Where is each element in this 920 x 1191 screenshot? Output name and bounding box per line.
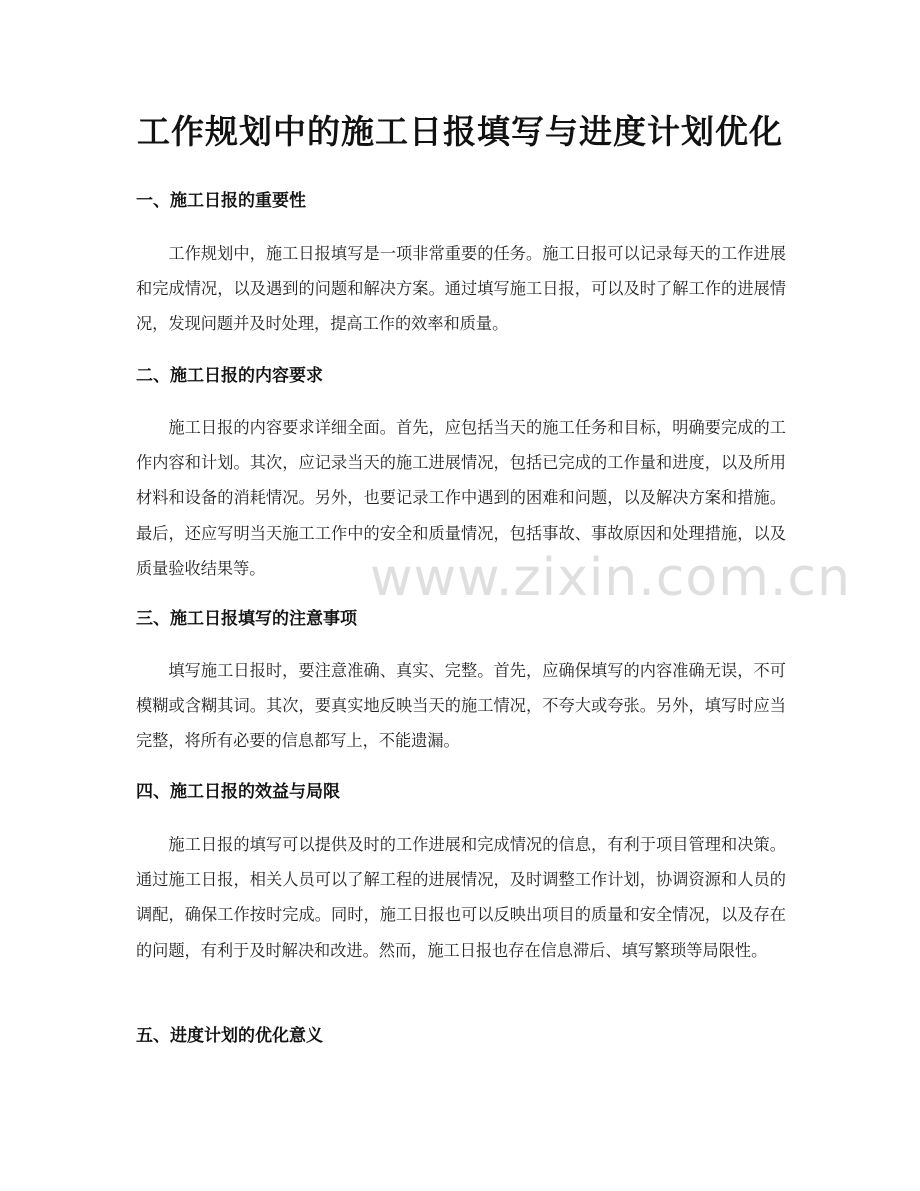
section-heading-5: 五、进度计划的优化意义: [136, 1026, 323, 1046]
section-paragraph-4: 施工日报的填写可以提供及时的工作进展和完成情况的信息，有利于项目管理和决策。通过施工日报，相关人员可以了解工程的进展情况，及时调整工作计划，协调资源和人员的调配，确保工作按时完成。同时，施工日报也可以反映出项目的质量和安全情况，以及存在的问题，有利于及时解决和改进。然而，施工日报也存在信息滞后、填写繁琐等局限性。: [136, 835, 786, 960]
section-heading-1: 一、施工日报的重要性: [136, 191, 306, 211]
section-paragraph-3: 填写施工日报时，要注意准确、真实、完整。首先，应确保填写的内容准确无误，不可模糊或含糊其词。其次，要真实地反映当天的施工情况，不夸大或夸张。另外，填写时应当完整，将所有必要的信息都写上，不能遗漏。: [136, 661, 786, 751]
document-title: 工作规划中的施工日报填写与进度计划优化: [137, 112, 783, 151]
section-heading-4: 四、施工日报的效益与局限: [136, 782, 340, 802]
section-paragraph-2: 施工日报的内容要求详细全面。首先，应包括当天的施工任务和目标，明确要完成的工作内容和计划。其次，应记录当天的施工进展情况，包括已完成的工作量和进度，以及所用材料和设备的消耗情况。另外，也要记录工作中遇到的困难和问题，以及解决方案和措施。最后，还应写明当天施工工作中的安全和质量情况，包括事故、事故原因和处理措施，以及质量验收结果等。: [136, 418, 786, 578]
section-heading-3: 三、施工日报填写的注意事项: [136, 609, 357, 629]
section-paragraph-1: 工作规划中，施工日报填写是一项非常重要的任务。施工日报可以记录每天的工作进展和完成情况，以及遇到的问题和解决方案。通过填写施工日报，可以及时了解工作的进展情况，发现问题并及时处理，提高工作的效率和质量。: [136, 244, 786, 334]
section-heading-2: 二、施工日报的内容要求: [136, 366, 323, 386]
watermark: www.zixin.com.cn: [370, 548, 851, 608]
